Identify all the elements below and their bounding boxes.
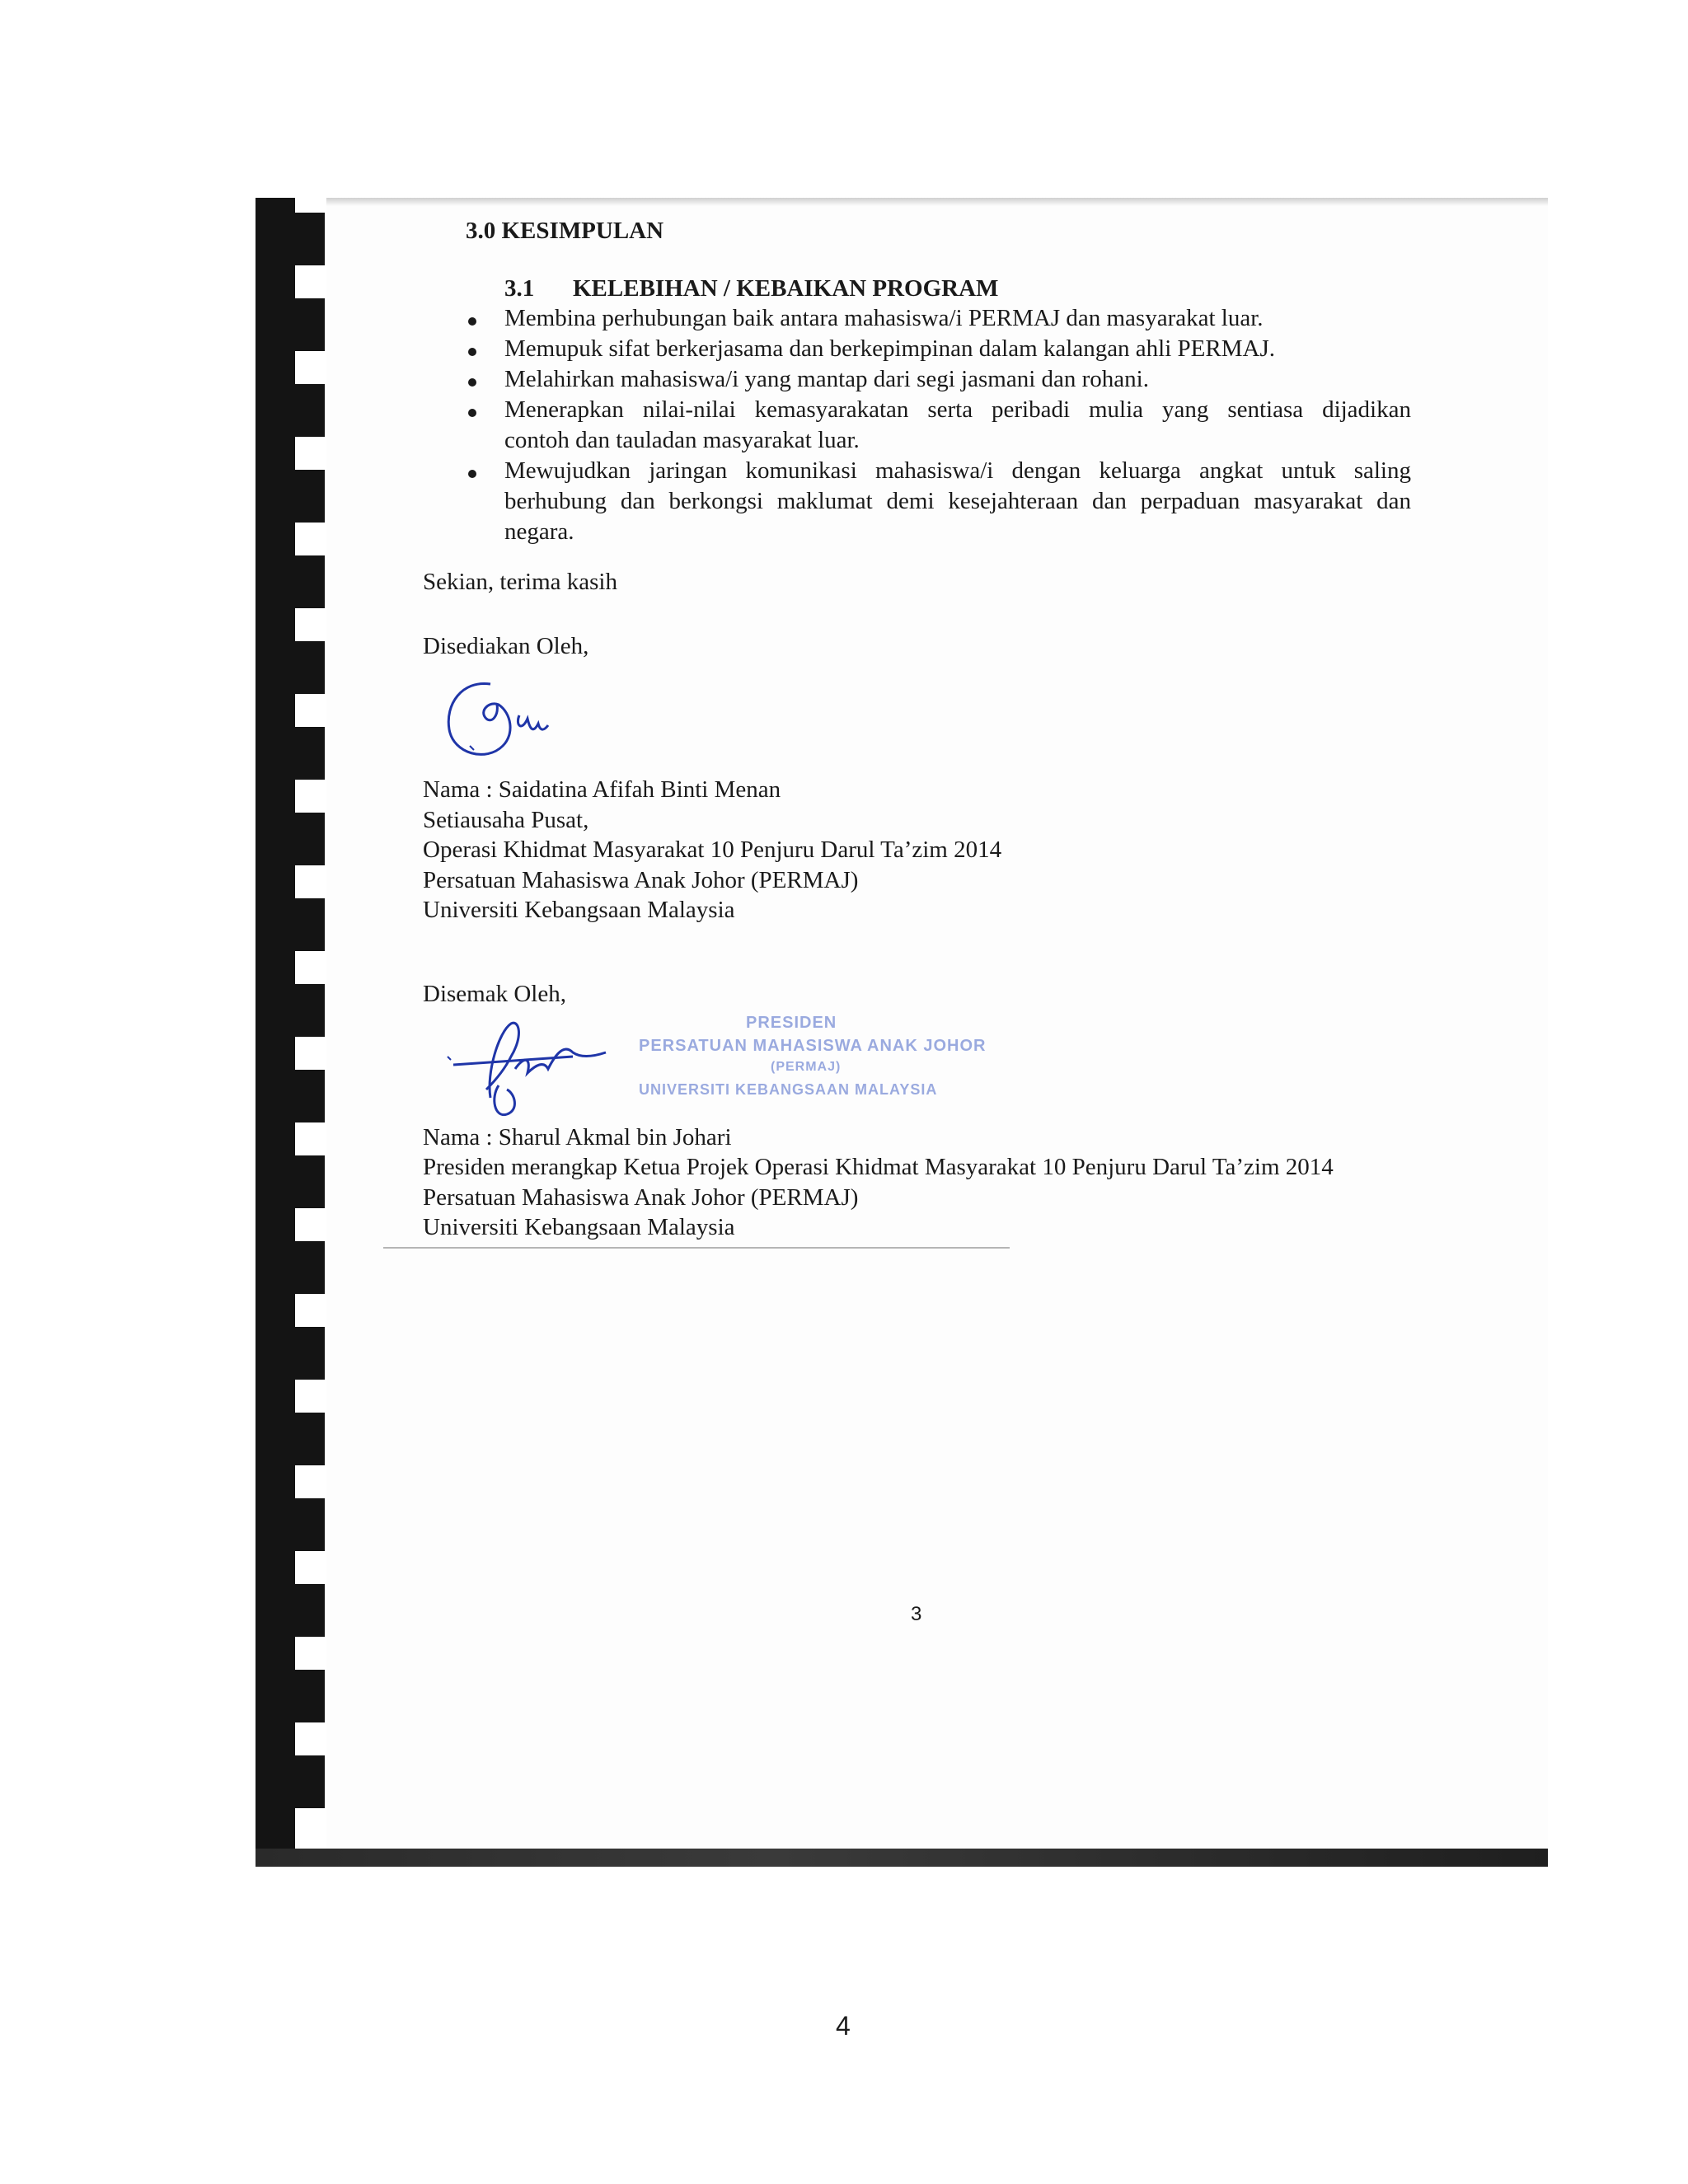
stamp-line-2: PERSATUAN MAHASISWA ANAK JOHOR: [639, 1037, 987, 1055]
binding-tooth: [292, 1241, 325, 1294]
binding-tooth: [292, 1670, 325, 1722]
bullet-4-line-2: contoh dan tauladan masyarakat luar.: [504, 427, 860, 453]
prepared-name: Nama : Saidatina Afifah Binti Menan: [423, 776, 781, 803]
bullet-marker: [468, 409, 476, 417]
prepared-university: Universiti Kebangsaan Malaysia: [423, 897, 735, 923]
binding-tooth: [292, 1755, 325, 1808]
bullet-marker: [468, 317, 476, 326]
binding-tooth: [292, 1498, 325, 1551]
binding-tooth: [292, 298, 325, 351]
binding-tooth: [292, 641, 325, 694]
binding-tooth: [292, 1413, 325, 1465]
scan-line: [383, 1247, 1010, 1249]
inner-page-number: 3: [911, 1603, 922, 1625]
bullet-3-line-1: Melahirkan mahasiswa/i yang mantap dari segi jasmani dan rohani.: [504, 366, 1149, 392]
signature-reviewed: [441, 1007, 639, 1122]
reviewed-label: Disemak Oleh,: [423, 981, 566, 1007]
spiral-binding: [256, 198, 326, 1867]
binding-tooth: [292, 1327, 325, 1380]
page-number: 4: [836, 2011, 851, 2041]
binding-tooth: [292, 727, 325, 780]
stamp-line-1: PRESIDEN: [746, 1014, 837, 1032]
binding-tooth: [292, 1584, 325, 1637]
subsection-title: KELEBIHAN / KEBAIKAN PROGRAM: [573, 275, 999, 302]
subsection-number: 3.1: [504, 275, 535, 302]
bullet-5-line-2: berhubung dan berkongsi maklumat demi kesejahteraan dan perpaduan masyarakat dan: [504, 488, 1411, 514]
official-stamp: [631, 1014, 1001, 1113]
bullet-marker: [468, 378, 476, 387]
bullet-4-line-1: Menerapkan nilai-nilai kemasyarakatan serta peribadi mulia yang sentiasa dijadikan: [504, 396, 1411, 423]
binding-tooth: [292, 898, 325, 951]
bullet-5-line-1: Mewujudkan jaringan komunikasi mahasiswa/i dengan keluarga angkat untuk saling: [504, 457, 1411, 484]
scanned-page: [256, 198, 1548, 1867]
bullet-2-line-1: Memupuk sifat berkerjasama dan berkepimpinan dalam kalangan ahli PERMAJ.: [504, 335, 1275, 362]
bullet-marker: [468, 470, 476, 478]
binding-tooth: [292, 213, 325, 265]
bullet-1-line-1: Membina perhubungan baik antara mahasiswa/i PERMAJ dan masyarakat luar.: [504, 305, 1264, 331]
binding-tooth: [292, 384, 325, 437]
binding-tooth: [292, 813, 325, 865]
prepared-organisation: Persatuan Mahasiswa Anak Johor (PERMAJ): [423, 867, 859, 893]
prepared-label: Disediakan Oleh,: [423, 633, 589, 659]
section-title: 3.0 KESIMPULAN: [466, 218, 664, 244]
reviewed-name: Nama : Sharul Akmal bin Johari: [423, 1124, 732, 1151]
prepared-project: Operasi Khidmat Masyarakat 10 Penjuru Darul Ta’zim 2014: [423, 837, 1002, 863]
bullet-5-line-3: negara.: [504, 518, 574, 545]
binding-strip: [256, 198, 295, 1867]
scan-shadow: [256, 198, 1548, 206]
closing-text: Sekian, terima kasih: [423, 569, 617, 595]
binding-tooth: [292, 1070, 325, 1122]
reviewed-organisation: Persatuan Mahasiswa Anak Johor (PERMAJ): [423, 1184, 859, 1211]
scan-bottom-edge: [256, 1849, 1548, 1867]
stamp-line-4: UNIVERSITI KEBANGSAAN MALAYSIA: [639, 1081, 938, 1098]
reviewed-position: Presiden merangkap Ketua Projek Operasi Khidmat Masyarakat 10 Penjuru Darul Ta’zim 2014: [423, 1154, 1334, 1180]
prepared-position: Setiausaha Pusat,: [423, 807, 589, 833]
signature-prepared: [433, 668, 598, 775]
binding-tooth: [292, 1155, 325, 1208]
binding-tooth: [292, 555, 325, 608]
binding-tooth: [292, 984, 325, 1037]
bullet-marker: [468, 348, 476, 356]
reviewed-university: Universiti Kebangsaan Malaysia: [423, 1214, 735, 1240]
binding-tooth: [292, 470, 325, 523]
stamp-line-3: (PERMAJ): [771, 1060, 842, 1074]
